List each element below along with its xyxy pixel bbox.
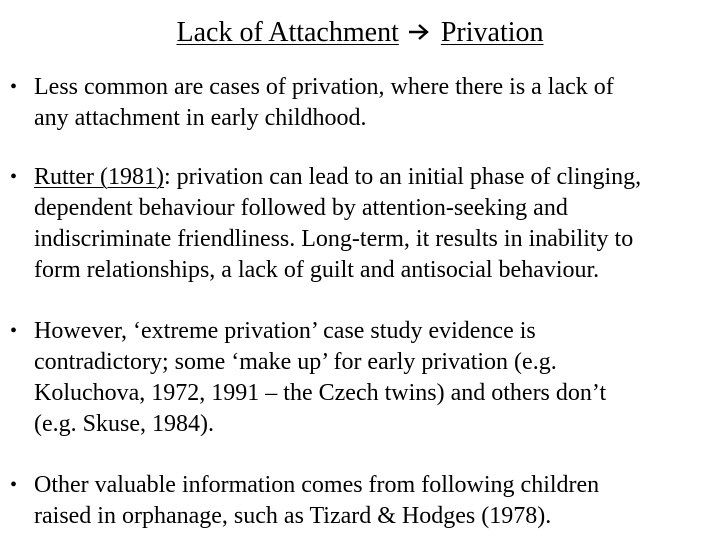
bullet-line	[34, 162, 718, 193]
bullet-line: (e.g. Skuse, 1984).	[34, 411, 214, 437]
bullet-line: raised in orphanage, such as Tizard & Hodges (1978).	[34, 503, 552, 529]
reference-citation: Rutter (1981)	[34, 164, 164, 190]
title-right-text: Privation	[440, 17, 544, 48]
bullet-line: Less common are cases of privation, where there is a lack of	[34, 74, 614, 100]
bullet-line: any attachment in early childhood.	[34, 105, 367, 131]
bullet-marker: •	[10, 320, 18, 342]
bullet-line-rest: : privation can lead to an initial phase of clinging,	[163, 164, 642, 190]
bullet-line: dependent behaviour followed by attention-seeking and	[34, 195, 568, 221]
bullet-marker: •	[10, 474, 18, 496]
bullet-line: form relationships, a lack of guilt and antisocial behaviour.	[34, 257, 600, 283]
right-arrow-icon	[408, 16, 430, 50]
bullet-line: contradictory; some ‘make up’ for early privation (e.g.	[34, 349, 557, 375]
bullet-marker: •	[10, 166, 18, 188]
bullet-line: Other valuable information comes from following children	[34, 472, 600, 498]
title-left-text: Lack of Attachment	[176, 17, 399, 48]
bullet-text	[34, 316, 718, 440]
slide-title	[0, 16, 720, 52]
bullet-line: However, ‘extreme privation’ case study evidence is	[34, 318, 536, 344]
bullet-line: indiscriminate friendliness. Long-term, it results in inability to	[34, 226, 634, 252]
bullet-line: Koluchova, 1972, 1991 – the Czech twins) and others don’t	[34, 380, 607, 406]
bullet-text	[34, 470, 718, 532]
bullet-text	[34, 162, 718, 286]
bullet-marker: •	[10, 76, 18, 98]
bullet-text	[34, 72, 718, 134]
